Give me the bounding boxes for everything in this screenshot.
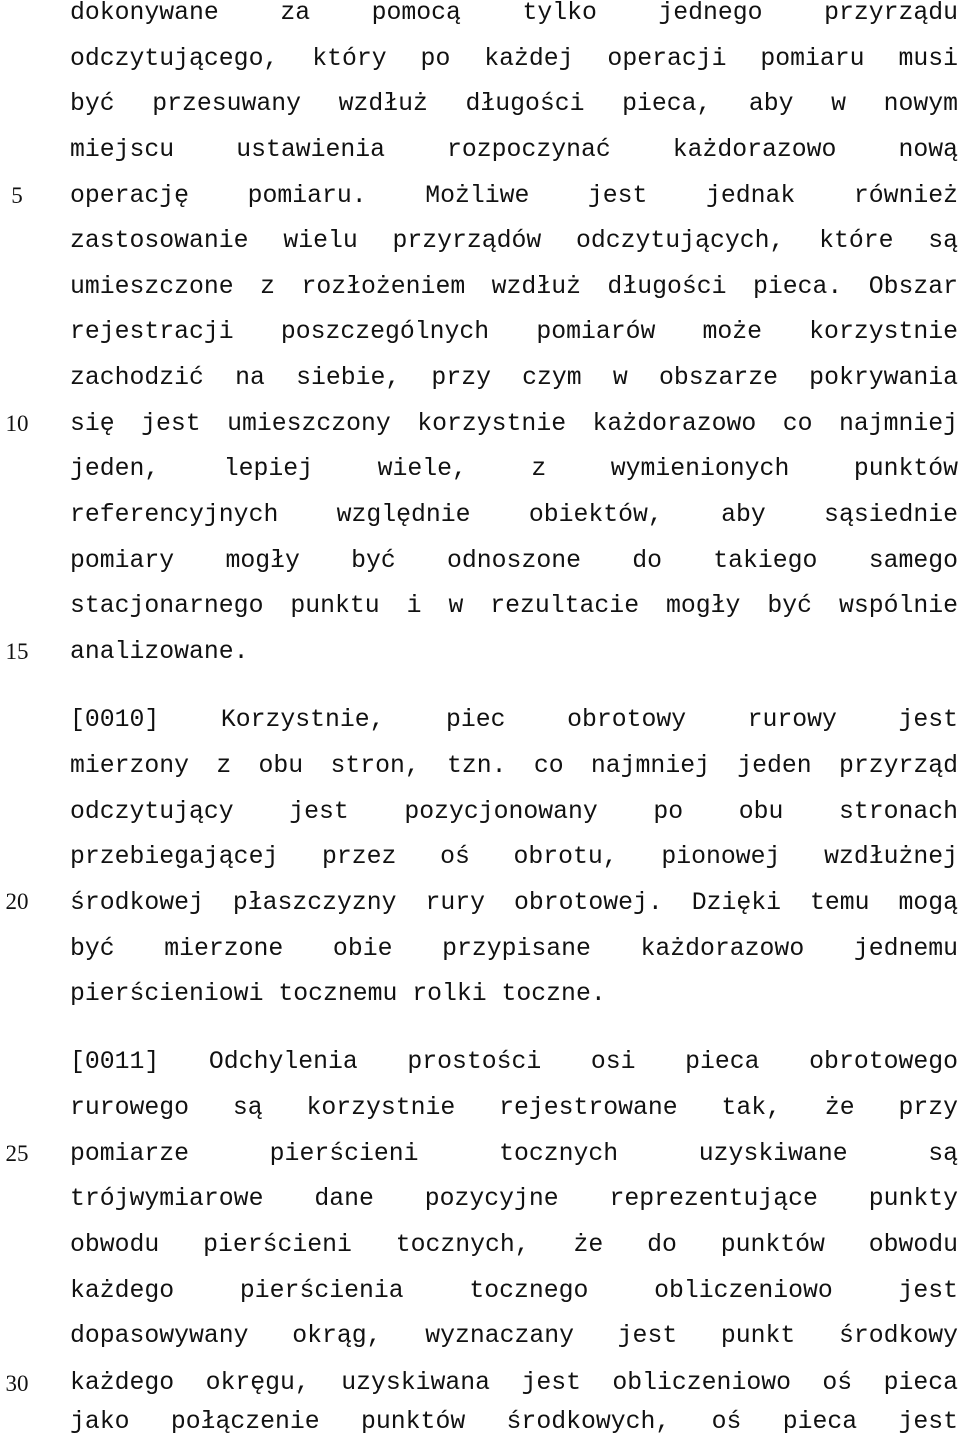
text-line: miejscu ustawienia rozpoczynać każdorazowo nową (70, 136, 958, 164)
paragraph-first-line: Odchylenia prostości osi pieca obrotowego (208, 1048, 958, 1076)
text-line: obwodu pierścieni tocznych, że do punktów obwodu (70, 1231, 958, 1259)
text-line: umieszczone z rozłożeniem wzdłuż długości pieca. Obszar (70, 273, 958, 301)
text-line: zastosowanie wielu przyrządów odczytujących, które są (70, 227, 958, 255)
text-line: trójwymiarowe dane pozycyjne reprezentujące punkty (70, 1185, 958, 1213)
text-line: jeden, lepiej wiele, z wymienionych punktów (70, 455, 958, 483)
text-line: jako połączenie punktów środkowych, oś pieca jest (70, 1408, 958, 1436)
text-line: rejestracji poszczególnych pomiarów może korzystnie (70, 318, 958, 346)
text-line: dokonywane za pomocą tylko jednego przyrządu (70, 0, 958, 27)
line-number: 30 (5, 1371, 29, 1396)
text-line: dopasowywany okrąg, wyznaczany jest punkt środkowy (70, 1322, 958, 1350)
text-line: stacjonarnego punktu i w rezultacie mogły być wspólnie (70, 592, 958, 620)
text-line: operację pomiaru. Możliwe jest jednak również (70, 182, 958, 210)
text-line (70, 700, 958, 740)
text-line: przebiegającej przez oś obrotu, pionowej wzdłużnej (70, 843, 958, 871)
line-number: 20 (5, 889, 29, 914)
paragraph-number: [0011] (70, 1048, 160, 1076)
text-line (70, 1042, 958, 1082)
text-line: być przesuwany wzdłuż długości pieca, aby w nowym (70, 90, 958, 118)
text-line: każdego okręgu, uzyskiwana jest obliczeniowo oś pieca (70, 1369, 958, 1397)
text-line: mierzony z obu stron, tzn. co najmniej jeden przyrząd (70, 752, 958, 780)
text-line: odczytującego, który po każdej operacji pomiaru musi (70, 45, 958, 73)
text-line: się jest umieszczony korzystnie każdorazowo co najmniej (70, 410, 958, 438)
text-line: referencyjnych względnie obiektów, aby sąsiednie (70, 501, 958, 529)
text-line: być mierzone obie przypisane każdorazowo jednemu (70, 935, 958, 963)
paragraph-first-line: Korzystnie, piec obrotowy rurowy jest (220, 706, 958, 734)
text-line: zachodzić na siebie, przy czym w obszarze pokrywania (70, 364, 958, 392)
paragraph-number: [0010] (70, 706, 160, 734)
line-number: 5 (11, 183, 23, 208)
text-line: środkowej płaszczyzny rury obrotowej. Dzięki temu mogą (70, 889, 958, 917)
text-line: pierścieniowi tocznemu rolki toczne. (70, 980, 606, 1008)
line-number: 25 (5, 1141, 29, 1166)
text-line: pomiary mogły być odnoszone do takiego samego (70, 547, 958, 575)
text-line: rurowego są korzystnie rejestrowane tak, że przy (70, 1094, 958, 1122)
line-number: 10 (5, 411, 29, 436)
line-number: 15 (5, 639, 29, 664)
text-line: każdego pierścienia tocznego obliczeniowo jest (70, 1277, 958, 1305)
text-line: analizowane. (70, 638, 249, 666)
text-line: pomiarze pierścieni tocznych uzyskiwane są (70, 1140, 958, 1168)
text-line: odczytujący jest pozycjonowany po obu stronach (70, 798, 958, 826)
